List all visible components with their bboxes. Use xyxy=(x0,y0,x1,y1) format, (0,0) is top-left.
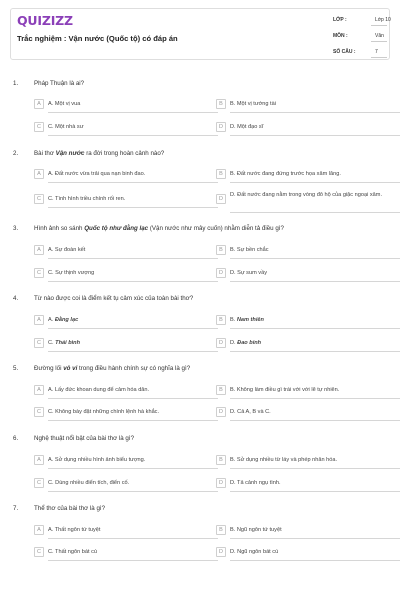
question-number: 6. xyxy=(13,435,19,442)
meta-subject-label: MÔN : xyxy=(333,33,348,39)
question-number: 2. xyxy=(13,150,19,157)
option-prefix: B. xyxy=(230,317,236,323)
question-text xyxy=(34,80,84,87)
meta-row-count xyxy=(329,45,391,58)
meta-row-subject xyxy=(329,29,391,42)
question-highlight: Vận nước xyxy=(55,150,85,157)
option-label: C. Thất ngôn bát cú xyxy=(48,549,98,555)
option-letter: C xyxy=(37,549,41,555)
option-term: Đao binh xyxy=(237,340,262,346)
answer-line xyxy=(230,258,400,259)
option-label: A. Thất ngôn tứ tuyệt xyxy=(48,527,101,533)
option-letter: A xyxy=(37,247,41,253)
option-prefix: C. xyxy=(48,340,54,346)
answer-line xyxy=(230,538,400,539)
answer-line xyxy=(48,420,218,421)
option-letter: D xyxy=(219,124,223,130)
option-label: B. Sử dụng nhiều từ láy và phép nhân hóa. xyxy=(230,457,338,463)
meta-row-class xyxy=(329,13,391,26)
quizizz-logo: QUIZIZZ xyxy=(17,13,73,28)
answer-line xyxy=(230,281,400,282)
option-letter: B xyxy=(219,527,223,533)
question-highlight: Quốc tộ như đằng lạc xyxy=(84,225,149,232)
option-letter: B xyxy=(219,457,223,463)
meta-count-value: 7 xyxy=(375,49,378,55)
question-text-part: Pháp Thuận là ai? xyxy=(34,80,85,87)
option-label: D. Tả cảnh ngụ tình. xyxy=(230,480,281,486)
answer-line xyxy=(230,135,400,136)
option-prefix: A. xyxy=(48,317,54,323)
meta-table xyxy=(329,9,391,59)
meta-divider xyxy=(371,25,387,26)
answer-line xyxy=(230,468,400,469)
question-number: 4. xyxy=(13,295,19,302)
option-letter: A xyxy=(37,457,41,463)
option-label: D. Một đạo sĩ xyxy=(230,124,264,130)
option-letter: A xyxy=(37,317,41,323)
meta-class-label: LỚP : xyxy=(333,17,347,23)
answer-line xyxy=(230,112,400,113)
answer-line xyxy=(48,398,218,399)
option-label: C. Tình hình triều chính rối ren. xyxy=(48,196,126,202)
option-label: B. Ngũ ngôn tứ tuyệt xyxy=(230,527,282,533)
question-text-part: Bài thơ xyxy=(34,150,56,157)
option-label: A. Một vị vua xyxy=(48,101,81,107)
answer-line xyxy=(230,420,400,421)
question-text-part: ra đời trong hoàn cảnh nào? xyxy=(84,150,165,157)
option-letter: D xyxy=(219,409,223,415)
answer-line xyxy=(48,560,218,561)
option-label: D. Ngũ ngôn bát cú xyxy=(230,549,279,555)
option-label: D. Đất nước đang nằm trong vòng đô hộ của giặc ngoại xâm. xyxy=(230,192,383,198)
option-label: C. Dùng nhiều điển tích, điển cố. xyxy=(48,480,130,486)
option-label: A. Sự đoàn kết xyxy=(48,247,86,253)
question-text xyxy=(34,505,105,512)
option-letter: B xyxy=(219,387,223,393)
option-letter: A xyxy=(37,171,41,177)
answer-line xyxy=(48,538,218,539)
option-prefix: D. xyxy=(230,340,236,346)
answer-line xyxy=(48,351,218,352)
answer-line xyxy=(48,281,218,282)
option-term: Nam thiên xyxy=(236,317,264,323)
option-letter: D xyxy=(219,480,223,486)
option-label xyxy=(230,314,264,326)
option-letter: D xyxy=(219,270,223,276)
option-letter: C xyxy=(37,124,41,130)
answer-line xyxy=(230,212,400,213)
question-number: 3. xyxy=(13,225,19,232)
meta-class-value: Lớp 10 xyxy=(375,17,391,23)
option-letter: B xyxy=(219,317,223,323)
question-text xyxy=(34,295,193,302)
question-text-part: (Vận nước như mây cuốn) nhằm diễn tả điều gì? xyxy=(148,225,284,232)
option-label: C. Một nhà sư xyxy=(48,124,84,130)
option-label: B. Sự bền chắc xyxy=(230,247,269,253)
option-letter: D xyxy=(219,549,223,555)
option-letter: C xyxy=(37,480,41,486)
option-label: B. Một vị tướng tài xyxy=(230,101,276,107)
answer-line xyxy=(48,468,218,469)
option-label: B. Không làm điều gì trái với với lẽ tự nhiên. xyxy=(230,387,340,393)
answer-line xyxy=(230,328,400,329)
option-letter: C xyxy=(37,196,41,202)
option-label: D. Sự sum vầy xyxy=(230,270,268,276)
option-letter: D xyxy=(219,340,223,346)
question-highlight: vô vi xyxy=(63,365,78,372)
answer-line xyxy=(48,328,218,329)
option-letter: B xyxy=(219,101,223,107)
option-term: Thái bình xyxy=(55,340,81,346)
option-term: Đằng lạc xyxy=(54,317,79,323)
option-label: B. Đất nước đang đứng trước họa xâm lăng. xyxy=(230,171,341,177)
question-text-part: Hình ảnh so sánh xyxy=(34,225,85,232)
answer-line xyxy=(230,398,400,399)
option-letter: B xyxy=(219,247,223,253)
option-letter: B xyxy=(219,171,223,177)
answer-line xyxy=(48,258,218,259)
option-label: A. Lấy đức khoan dung để cảm hóa dân. xyxy=(48,387,150,393)
question-number: 7. xyxy=(13,505,19,512)
answer-line xyxy=(230,182,400,183)
question-text-part: Nghệ thuật nổi bật của bài thơ là gì? xyxy=(34,435,135,442)
question-number: 1. xyxy=(13,80,19,87)
page-title: Trắc nghiệm : Vận nước (Quốc tộ) có đáp án xyxy=(17,34,178,43)
answer-line xyxy=(230,560,400,561)
question-text-part: Từ nào được coi là điểm kết tụ cảm xúc của toàn bài thơ? xyxy=(34,295,194,302)
question-text xyxy=(34,365,190,372)
meta-count-label: SỐ CÂU : xyxy=(333,49,356,55)
option-label: C. Sự thịnh vượng xyxy=(48,270,95,276)
question-text-part: Đường lối xyxy=(34,365,64,372)
question-number: 5. xyxy=(13,365,19,372)
answer-line xyxy=(48,207,218,208)
option-label xyxy=(230,337,261,349)
option-letter: C xyxy=(37,409,41,415)
option-label xyxy=(48,314,78,326)
worksheet-header xyxy=(10,8,390,60)
answer-line xyxy=(48,491,218,492)
option-letter: D xyxy=(219,196,223,202)
meta-subject-value: Văn xyxy=(375,33,384,39)
answer-line xyxy=(230,351,400,352)
option-label: A. Đất nước vừa trải qua nạn binh đao. xyxy=(48,171,146,177)
meta-divider xyxy=(371,57,387,58)
option-label: A. Sử dụng nhiều hình ảnh biểu tượng. xyxy=(48,457,146,463)
meta-divider xyxy=(371,41,387,42)
option-label xyxy=(48,337,80,349)
option-letter: A xyxy=(37,527,41,533)
answer-line xyxy=(230,491,400,492)
answer-line xyxy=(48,112,218,113)
option-letter: A xyxy=(37,101,41,107)
question-text xyxy=(34,150,164,157)
answer-line xyxy=(48,135,218,136)
question-text-part: Thể thơ của bài thơ là gì? xyxy=(34,505,106,512)
question-text xyxy=(34,435,134,442)
question-text-part: trong điều hành chính sự có nghĩa là gì? xyxy=(77,365,191,372)
option-letter: A xyxy=(37,387,41,393)
option-label: C. Không bày đặt những chính lệnh hà khắc. xyxy=(48,409,160,415)
answer-line xyxy=(48,182,218,183)
option-letter: C xyxy=(37,340,41,346)
option-label: D. Cả A, B và C. xyxy=(230,409,271,415)
option-letter: C xyxy=(37,270,41,276)
question-text xyxy=(34,225,284,232)
